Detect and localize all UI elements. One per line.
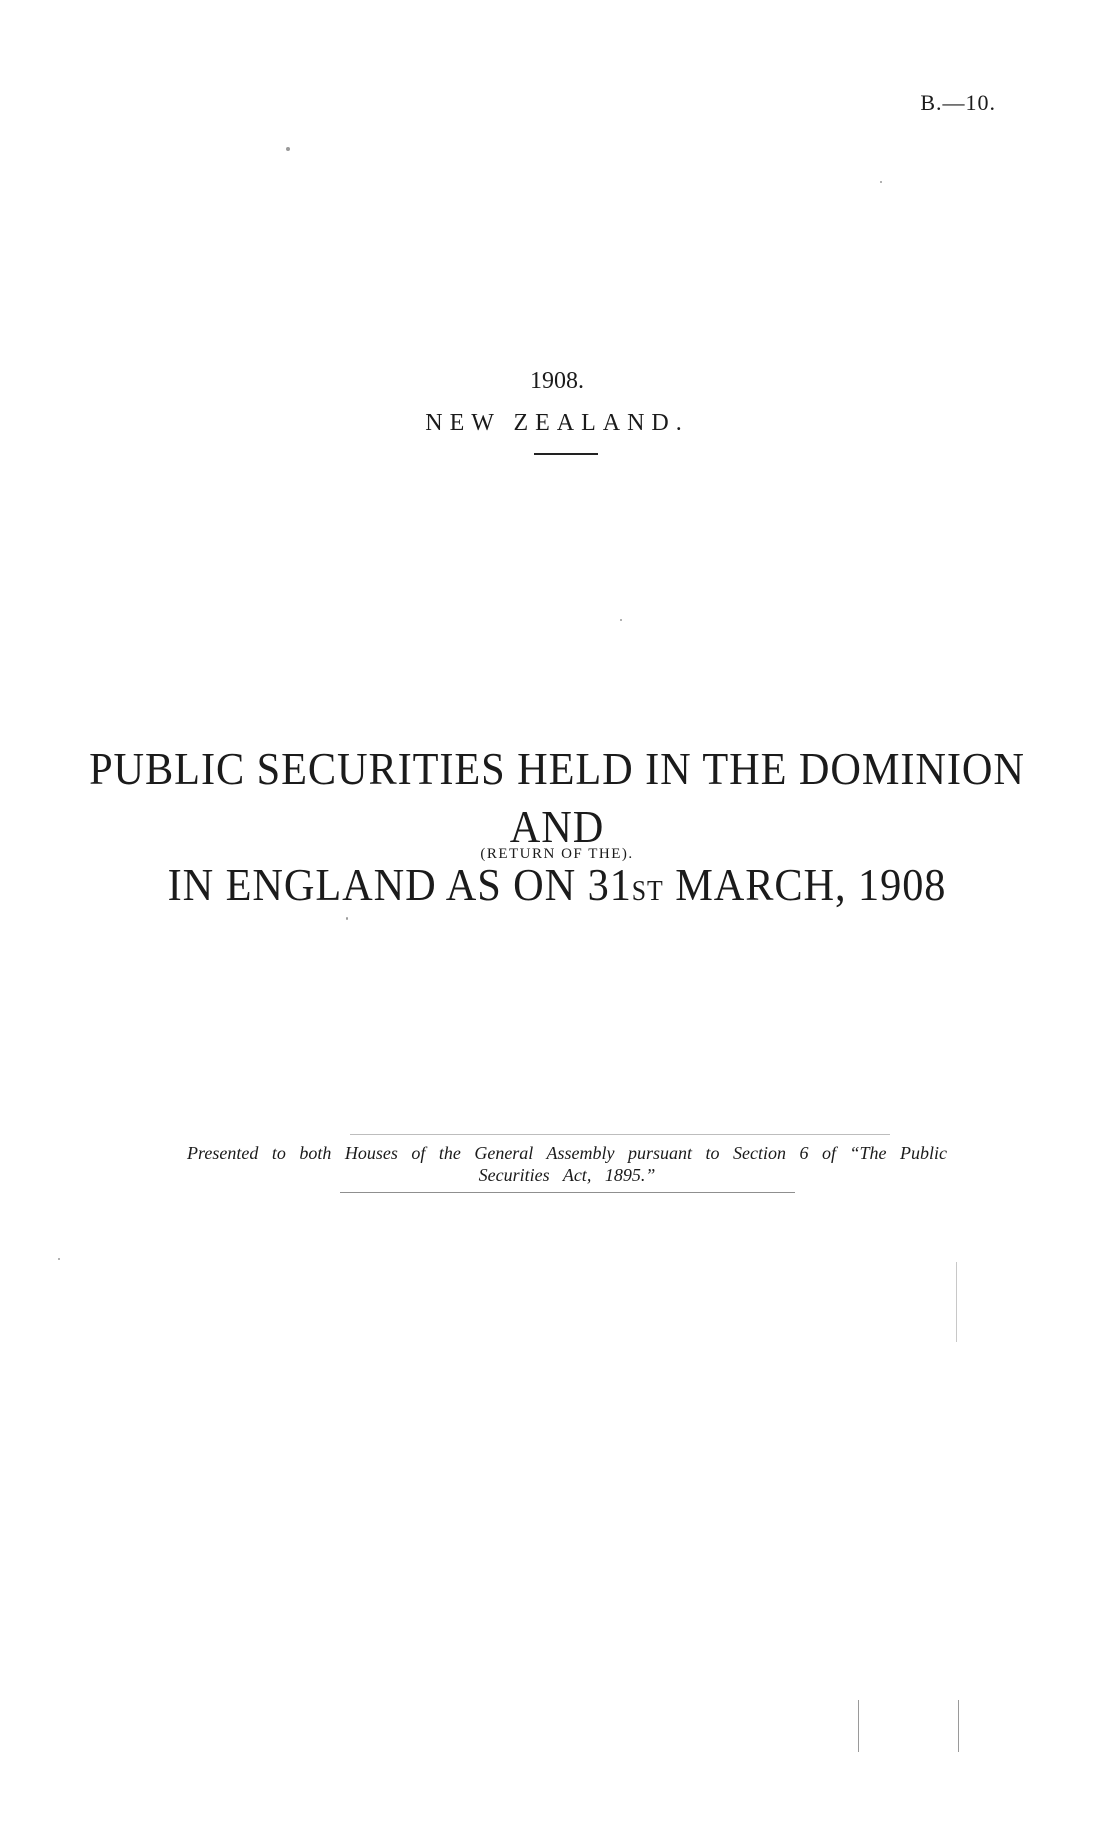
- title-line-2: [45, 856, 1070, 921]
- title-line-2-text: IN ENGLAND AS ON 31: [167, 859, 632, 910]
- upper-faint-rule: [350, 1134, 890, 1135]
- title-ordinal-suffix: ST: [631, 876, 664, 907]
- heading-divider: [534, 453, 598, 455]
- document-year: 1908.: [530, 368, 584, 394]
- document-title: [45, 740, 1070, 921]
- title-line-1: PUBLIC SECURITIES HELD IN THE DOMINION AND: [89, 743, 1025, 852]
- margin-mark: [956, 1262, 957, 1342]
- document-reference: B.—10.: [920, 90, 996, 115]
- presented-line-1: Presented to both Houses of the General Assembly pursuant to Section 6 of “The Public: [187, 1143, 947, 1163]
- scan-speck: [346, 917, 348, 920]
- document-subtitle: (RETURN OF THE).: [480, 846, 634, 862]
- margin-mark: [858, 1700, 859, 1752]
- margin-mark: [958, 1700, 959, 1752]
- scan-speck: [58, 1258, 60, 1260]
- presented-line-2: Securities Act, 1895.”: [478, 1165, 656, 1185]
- scan-speck: [286, 147, 290, 151]
- country-heading: NEW ZEALAND.: [425, 410, 689, 436]
- lower-rule: [340, 1192, 795, 1193]
- presented-note: [136, 1142, 998, 1186]
- scan-speck: [620, 619, 622, 621]
- title-line-2-date: MARCH, 1908: [663, 859, 947, 910]
- scan-speck: [880, 181, 882, 183]
